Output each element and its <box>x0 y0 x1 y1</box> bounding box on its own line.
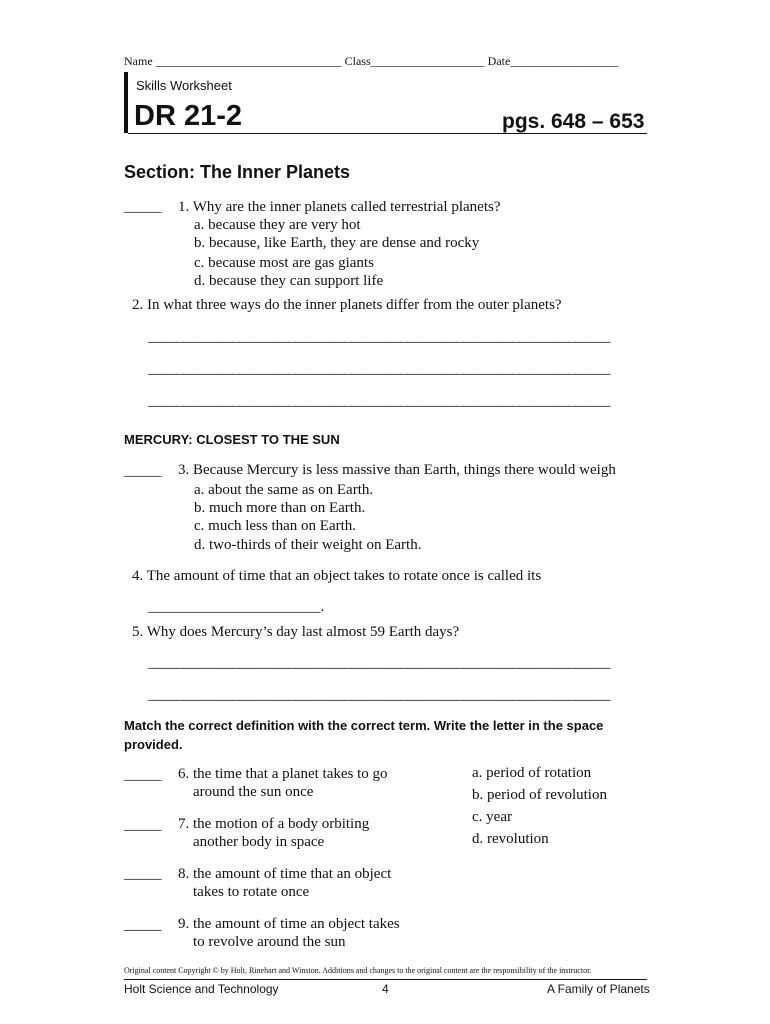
q1-option-d[interactable]: d. because they can support life <box>194 273 384 289</box>
name-field[interactable]: _______________________________ <box>155 54 342 68</box>
q2-answer-line-2[interactable]: __________________________________________________________________ <box>148 361 610 377</box>
q5-text: 5. Why does Mercury’s day last almost 59 Earth days? <box>132 624 460 640</box>
q3-option-d[interactable]: d. two-thirds of their weight on Earth. <box>194 537 422 553</box>
term-a: a. period of rotation <box>472 765 592 781</box>
q4-answer-blank[interactable]: _______________________. <box>148 599 325 615</box>
publisher: Holt Science and Technology <box>124 982 279 996</box>
q2-answer-line-3[interactable]: __________________________________________________________________ <box>148 393 610 409</box>
q3-answer-blank[interactable]: _____ <box>124 463 162 479</box>
q3-text: 3. Because Mercury is less massive than Earth, things there would weigh <box>178 462 616 478</box>
match-7-line2: another body in space <box>193 834 325 850</box>
match-9-line2: to revolve around the sun <box>193 934 346 950</box>
class-label: Class <box>344 54 371 68</box>
match-8-line2: takes to rotate once <box>193 884 310 900</box>
q3-option-c[interactable]: c. much less than on Earth. <box>194 518 357 534</box>
q3-option-a[interactable]: a. about the same as on Earth. <box>194 482 374 498</box>
q2-text: 2. In what three ways do the inner planets differ from the outer planets? <box>132 297 562 313</box>
date-field[interactable]: __________________ <box>510 54 619 68</box>
match-9-line1: 9. the amount of time an object takes <box>178 916 400 932</box>
match-8-blank[interactable]: _____ <box>124 866 162 882</box>
footer-rule <box>124 979 647 980</box>
match-8-line1: 8. the amount of time that an object <box>178 866 392 882</box>
worksheet-type: Skills Worksheet <box>136 78 232 93</box>
q1-option-b[interactable]: b. because, like Earth, they are dense and rocky <box>194 235 480 251</box>
match-7-line1: 7. the motion of a body orbiting <box>178 816 370 832</box>
q1-text: 1. Why are the inner planets called terrestrial planets? <box>178 199 501 215</box>
chapter-title: A Family of Planets <box>547 982 650 996</box>
match-9-blank[interactable]: _____ <box>124 917 162 933</box>
match-6-line2: around the sun once <box>193 784 314 800</box>
term-c: c. year <box>472 809 512 825</box>
mercury-heading: MERCURY: CLOSEST TO THE SUN <box>124 432 340 447</box>
q1-option-a[interactable]: a. because they are very hot <box>194 217 361 233</box>
q1-answer-blank[interactable]: _____ <box>124 199 162 215</box>
q5-answer-line-2[interactable]: __________________________________________________________________ <box>148 687 610 703</box>
date-label: Date <box>487 54 511 68</box>
match-6-blank[interactable]: _____ <box>124 767 162 783</box>
matching-instructions: Match the correct definition with the correct term. Write the letter in the space provided. <box>124 718 604 752</box>
page-number: 4 <box>382 982 389 996</box>
q4-text: 4. The amount of time that an object takes to rotate once is called its <box>132 568 542 584</box>
match-6-line1: 6. the time that a planet takes to go <box>178 766 388 782</box>
copyright-notice: Original content Copyright © by Holt, Rinehart and Winston. Additions and changes to the original content are the responsibility of the instructor. <box>124 966 592 975</box>
q2-answer-line-1[interactable]: __________________________________________________________________ <box>148 329 610 345</box>
q1-option-c[interactable]: c. because most are gas giants <box>194 255 374 271</box>
page-range: pgs. 648 – 653 <box>502 110 645 133</box>
header-line <box>124 54 618 69</box>
term-b: b. period of revolution <box>472 787 607 803</box>
term-d: d. revolution <box>472 831 549 847</box>
match-7-blank[interactable]: _____ <box>124 817 162 833</box>
q5-answer-line-1[interactable]: __________________________________________________________________ <box>148 655 610 671</box>
class-field[interactable]: ___________________ <box>370 54 485 68</box>
q3-option-b[interactable]: b. much more than on Earth. <box>194 500 366 516</box>
name-label: Name <box>124 54 153 68</box>
section-heading: Section: The Inner Planets <box>124 162 351 182</box>
worksheet-code: DR 21-2 <box>134 100 242 132</box>
